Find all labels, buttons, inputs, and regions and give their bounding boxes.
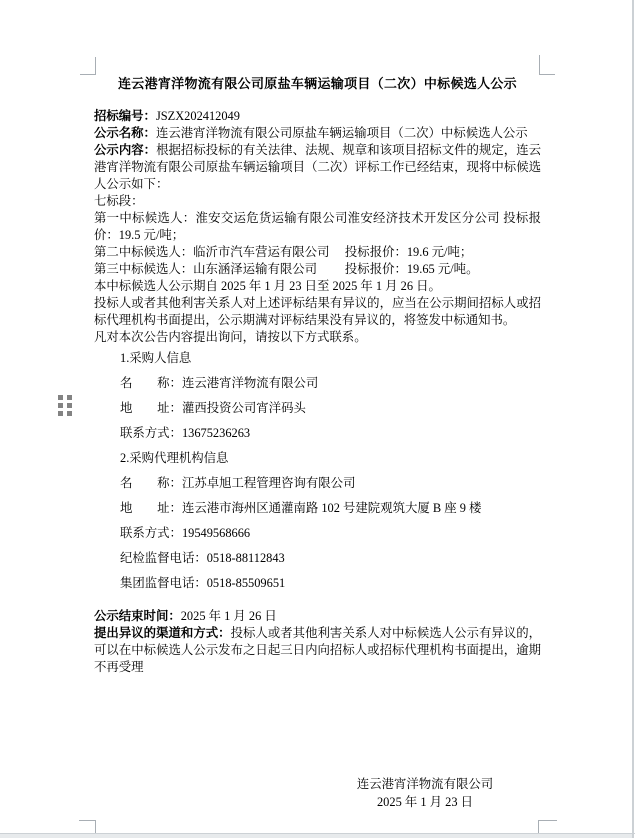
paragraph-text: 第三中标候选人：山东涵泽运输有限公司 投标报价：19.65 元/吨。 [94,262,479,276]
paragraph-text: 投标人或者其他利害关系人对中标候选人公示有异议的，可以在中标候选人公示发布之日起三日内向招标人或招标代理机构书面提出，逾期不再受理 [94,626,542,674]
paragraph [94,193,541,210]
paragraph-text: 根据招标投标的有关法律、法规、规章和该项目招标文件的规定，连云港宵洋物流有限公司原盐车辆运输项目（二次）评标工作已经结束，现将中标候选人公示如下： [94,143,542,191]
contact-line: 联系方式：19549568666 [120,526,251,540]
contact-line: 2.采购代理机构信息 [120,451,229,465]
document-content [94,75,541,811]
paragraph-text: 连云港宵洋物流有限公司原盐车辆运输项目（二次）中标候选人公示 [155,126,528,140]
document-title: 连云港宵洋物流有限公司原盐车辆运输项目（二次）中标候选人公示 [117,76,517,91]
handle-dot [67,395,72,400]
paragraph [94,210,541,244]
paragraph [94,125,541,142]
contact-line: 名 称：连云港宵洋物流有限公司 [120,376,319,390]
handle-dot [58,403,63,408]
signature-block [350,776,500,811]
paragraph [94,142,541,193]
page-right-edge [632,0,634,838]
margin-mark-top-left-icon [80,57,96,75]
paragraph-text: JSZX202412049 [155,109,240,123]
paragraph [94,261,541,278]
contact-line: 地 址：连云港市海州区通灌南路 102 号建院观筑大厦 B 座 9 楼 [120,501,482,515]
handle-dot [67,403,72,408]
margin-mark-top-right-icon [539,55,555,75]
margin-mark-bottom-left-icon [79,820,96,834]
handle-dot [58,395,63,400]
paragraph [94,244,541,261]
contact-line: 名 称：江苏卓旭工程管理咨询有限公司 [120,476,356,490]
handle-dot [67,411,72,416]
signature-company: 连云港宵洋物流有限公司 [356,777,494,791]
contact-line: 集团监督电话：0518-85509651 [120,576,286,590]
closing-paragraphs [94,608,541,676]
paragraph-text: 第二中标候选人：临沂市汽车营运有限公司 投标报价：19.6 元/吨； [94,245,473,259]
contact-info [94,346,541,596]
paragraph-text: 2025 年 1 月 26 日 [180,609,277,623]
page-gap [0,834,632,838]
paragraph [94,108,541,125]
paragraph-label: 公示名称： [94,126,156,140]
paragraph-text: 本中标候选人公示期自 2025 年 1 月 23 日至 2025 年 1 月 26 日。 [94,279,441,293]
paragraph [94,295,541,329]
contact-line: 地 址：灌西投资公司宵洋码头 [120,401,306,415]
paragraph [94,329,541,346]
contact-line: 纪检监督电话：0518-88112843 [120,551,285,565]
paragraph-text: 凡对本次公告内容提出询问，请按以下方式联系。 [94,330,367,344]
paragraph-label: 公示内容： [94,143,157,157]
paragraph-text: 第一中标候选人：淮安交运危货运输有限公司淮安经济技术开发区分公司 投标报价：19.5 元/吨； [94,211,541,242]
contact-line: 1.采购人信息 [120,351,192,365]
contact-line: 联系方式：13675236263 [120,426,251,440]
body-paragraphs [94,108,541,346]
paragraph-text: 七标段： [94,194,144,208]
paragraph-label: 招标编号： [94,109,156,123]
paragraph-label: 提出异议的渠道和方式： [94,626,231,640]
drag-handle-dots-icon[interactable] [58,395,72,416]
paragraph-text: 投标人或者其他利害关系人对上述评标结果有异议的，应当在公示期间招标人或招标代理机构书面提出，公示期满对评标结果没有异议的，将签发中标通知书。 [94,296,541,327]
paragraph [94,625,541,676]
signature-date: 2025 年 1 月 23 日 [376,794,474,809]
paragraph [94,278,541,295]
handle-dot [58,411,63,416]
paragraph-label: 公示结束时间： [94,609,181,623]
margin-mark-bottom-right-icon [538,820,557,834]
paragraph [94,608,541,625]
